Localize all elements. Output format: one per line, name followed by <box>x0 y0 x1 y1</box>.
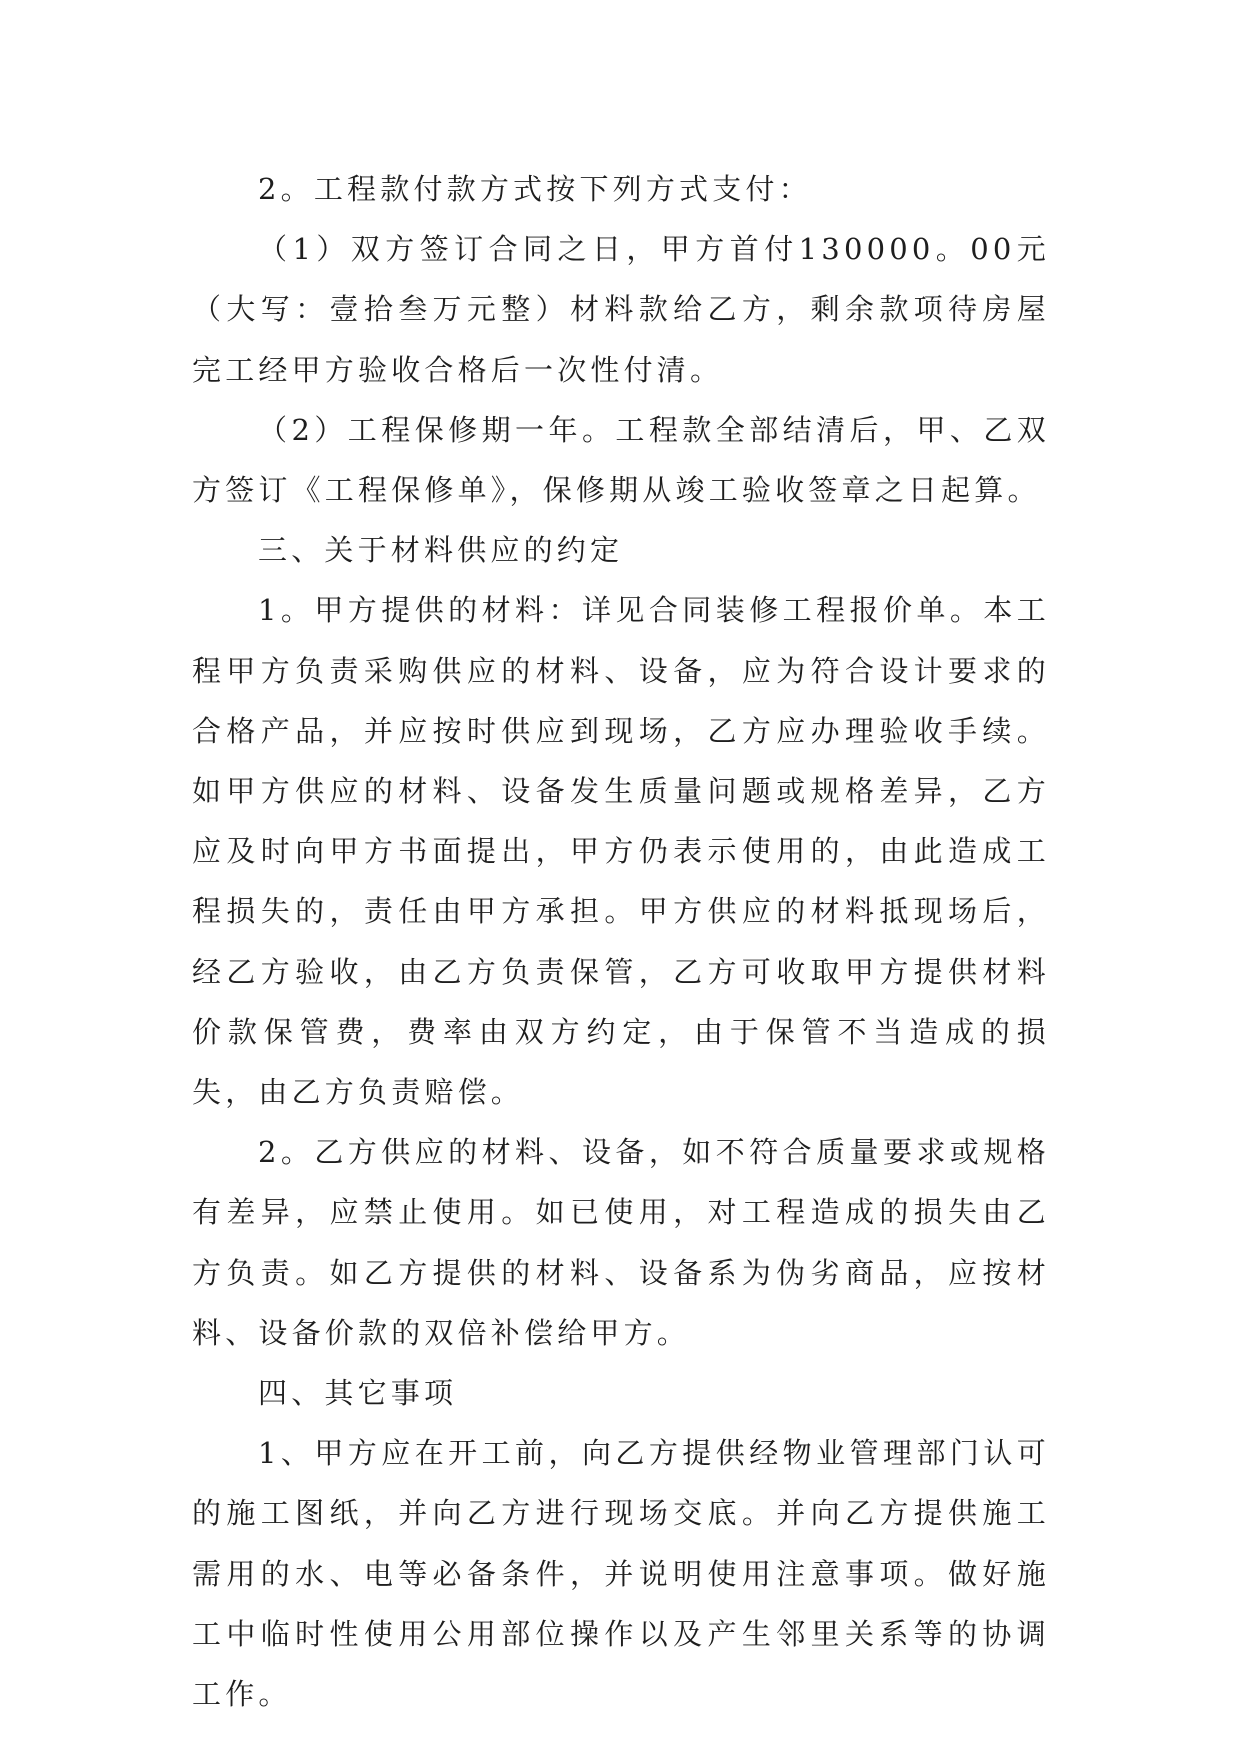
paragraph-payment-item-2: （2）工程保修期一年。工程款全部结清后，甲、乙双方签订《工程保修单》，保修期从竣工验收签章之日起算。 <box>192 412 1050 508</box>
paragraph-party-a-materials: 1。甲方提供的材料：详见合同装修工程报价单。本工程甲方负责采购供应的材料、设备，应为符合设计要求的合格产品，并应按时供应到现场，乙方应办理验收手续。如甲方供应的材料、设备发生质量问题或规格差异，乙方应及时向甲方书面提出，甲方仍表示使用的，由此造成工程损失的，责任由甲方承担。甲方供应的材料抵现场后，经乙方验收，由乙方负责保管，乙方可收取甲方提供材料价款保管费，费率由双方约定，由于保管不当造成的损失，由乙方负责赔偿。 <box>192 593 1050 1110</box>
paragraph-payment-item-1: （1）双方签订合同之日，甲方首付130000。00元（大写：壹拾叁万元整）材料款给乙方，剩余款项待房屋完工经甲方验收合格后一次性付清。 <box>192 232 1050 387</box>
section-heading-materials: 三、关于材料供应的约定 <box>258 533 624 568</box>
section-heading-other-matters: 四、其它事项 <box>258 1376 458 1411</box>
paragraph-payment-method: 2。工程款付款方式按下列方式支付： <box>258 172 812 206</box>
paragraph-party-b-materials: 2。乙方供应的材料、设备，如不符合质量要求或规格有差异，应禁止使用。如已使用，对工程造成的损失由乙方负责。如乙方提供的材料、设备系为伪劣商品，应按材料、设备价款的双倍补偿给甲方。 <box>192 1135 1050 1350</box>
document-body <box>192 159 1050 1724</box>
paragraph-other-matters-1: 1、甲方应在开工前，向乙方提供经物业管理部门认可的施工图纸，并向乙方进行现场交底。并向乙方提供施工需用的水、电等必备条件，并说明使用注意事项。做好施工中临时性使用公用部位操作以及产生邻里关系等的协调工作。 <box>192 1436 1050 1712</box>
